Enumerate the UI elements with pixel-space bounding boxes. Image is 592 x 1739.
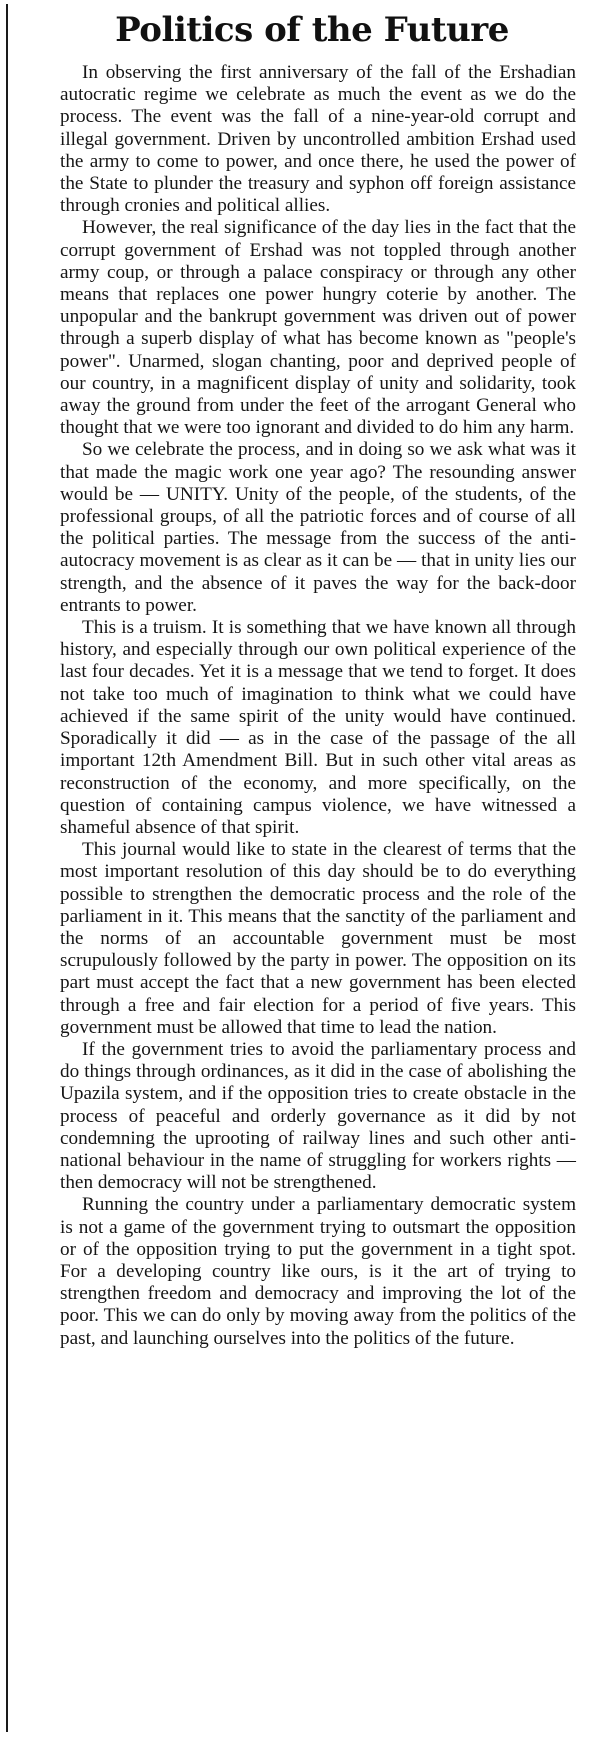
article-body xyxy=(42,62,582,1350)
article-paragraph-7: Running the country under a parliamentary democratic system is not a game of the government trying to outsmart the opposition or of the opposition trying to put the government in a tight spot. For a developing country like ours, is it the art of trying to strengthen freedom and democracy and improving the lot of the poor. This we can do only by moving away from the politics of the past, and launching ourselves into the politics of the future. xyxy=(60,1194,576,1349)
article-paragraph-3: So we celebrate the process, and in doing so we ask what was it that made the magic work one year ago? The resounding answer would be — UNITY. Unity of the people, of the students, of the professional groups, of all the patriotic forces and of course of all the political parties. The message from the success of the anti-autocracy movement is as clear as it can be — that in unity lies our strength, and the absence of it paves the way for the back-door entrants to power. xyxy=(60,439,576,616)
article-headline: Politics of the Future xyxy=(115,10,509,50)
article-paragraph-5: This journal would like to state in the clearest of terms that the most important resolution of this day should be to do everything possible to strengthen the democratic process and the role of the parliament in it. This means that the sanctity of the parliament and the norms of an accountable government must be most scrupulously followed by the party in power. The opposition on its part must accept the fact that a new government has been elected through a free and fair election for a period of five years. This government must be allowed that time to lead the nation. xyxy=(60,839,576,1038)
article-paragraph-2: However, the real significance of the day lies in the fact that the corrupt government of Ershad was not toppled through another army coup, or through a palace conspiracy or through any other means that replaces one power hungry coterie by another. The unpopular and the bankrupt government was driven out of power through a superb display of what has become known as "people's power". Unarmed, slogan chanting, poor and deprived people of our country, in a magnificent display of unity and solidarity, took away the ground from under the feet of the arrogant General who thought that we were too ignorant and divided to do him any harm. xyxy=(60,217,576,439)
newspaper-clipping xyxy=(42,8,582,1733)
article-paragraph-4: This is a truism. It is something that we have known all through history, and especially through our own political experience of the last four decades. Yet it is a message that we tend to forget. It does not take too much of imagination to think what we could have achieved if the same spirit of the unity would have continued. Sporadically it did — as in the case of the passage of the all important 12th Amendment Bill. But in such other vital areas as reconstruction of the economy, and more specifically, on the question of containing campus violence, we have witnessed a shameful absence of that spirit. xyxy=(60,617,576,838)
article-paragraph-1: In observing the first anniversary of the fall of the Ershadian autocratic regime we celebrate as much the event as we do the process. The event was the fall of a nine-year-old corrupt and illegal government. Driven by uncontrolled ambition Ershad used the army to come to power, and once there, he used the power of the State to plunder the treasury and syphon off foreign assistance through cronies and political allies. xyxy=(60,62,576,217)
article-paragraph-6: If the government tries to avoid the parliamentary process and do things through ordinances, as it did in the case of abolishing the Upazila system, and if the opposition tries to create obstacle in the process of peaceful and orderly governance as it did by not condemning the uprooting of railway lines and such other anti-national behaviour in the name of struggling for workers rights — then democracy will not be strengthened. xyxy=(60,1038,576,1194)
column-rule xyxy=(6,4,8,1732)
